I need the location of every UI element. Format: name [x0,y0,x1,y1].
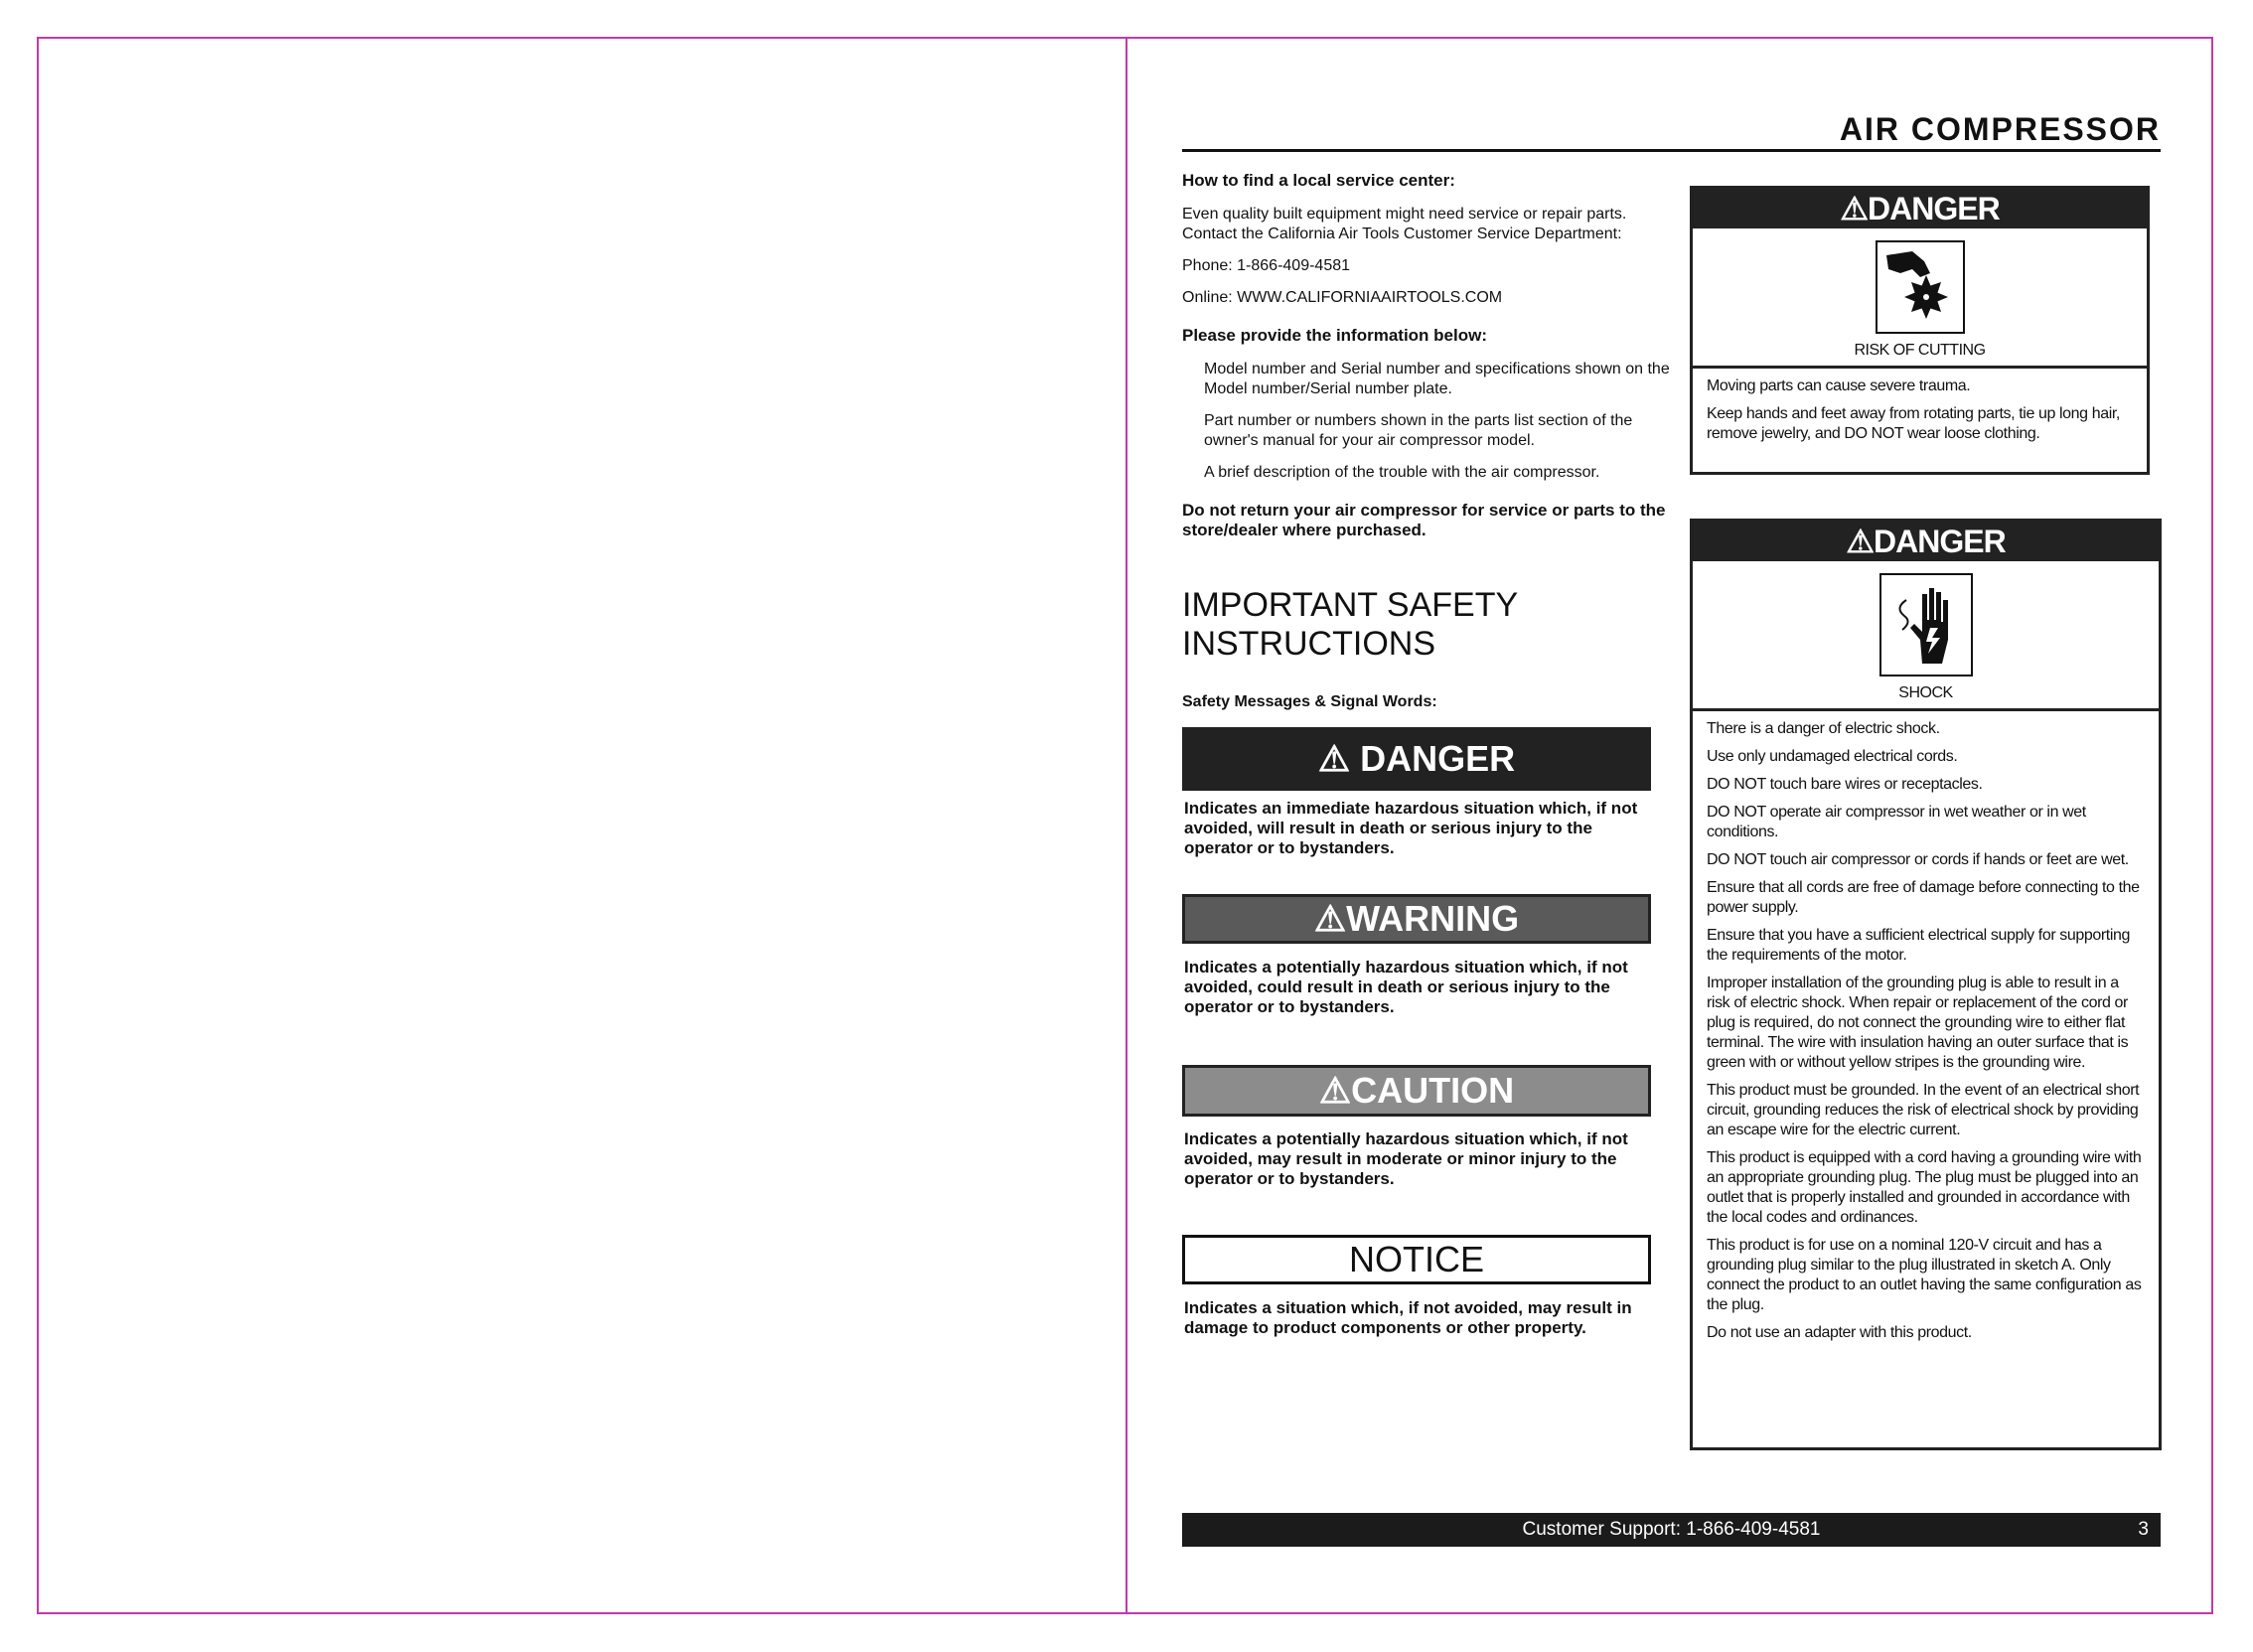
service-phone: Phone: 1-866-409-4581 [1182,257,1351,274]
cutting-line: Keep hands and feet away from rotating parts, tie up long hair, remove jewelry, and DO NOT wear loose clothing. [1707,405,2120,442]
shock-line: DO NOT operate air compressor in wet weather or in wet conditions. [1707,804,2086,840]
box-danger-header: ⚠DANGER [1693,189,2147,228]
provide-item: A brief description of the trouble with the air compressor. [1204,464,1600,481]
service-section [1182,171,1679,540]
warning-triangle-icon: ⚠ [1313,898,1347,939]
shock-line: Ensure that all cords are free of damage before connecting to the power supply. [1707,879,2140,916]
caution-description: Indicates a potentially hazardous situation which, if not avoided, may result in moderate or minor injury to the operator or to bystanders. [1184,1129,1628,1188]
safety-subtitle: Safety Messages & Signal Words: [1182,693,1437,710]
service-online: Online: WWW.CALIFORNIAAIRTOOLS.COM [1182,289,1503,306]
warning-description: Indicates a potentially hazardous situation which, if not avoided, could result in death or serious injury to the operator or to bystanders. [1184,958,1628,1016]
shock-line: Improper installation of the grounding plug is able to result in a risk of electric shock. When repair or replacement of the cord or plug is required, do not connect the grounding wire to either flat terminal. The wire with insulation having an outer surface that is green with or without yellow stripes is the grounding wire. [1707,975,2129,1071]
warning-triangle-icon: ⚠ [1317,738,1351,779]
header-rule [1182,149,2161,152]
hand-cutting-icon [1876,240,1965,334]
safety-title: IMPORTANT SAFETY INSTRUCTIONS [1182,586,1519,663]
cutting-line: Moving parts can cause severe trauma. [1707,377,1971,394]
provide-heading: Please provide the information below: [1182,326,1487,345]
provide-item: Part number or numbers shown in the parts list section of the owner's manual for your air compressor model. [1204,412,1633,449]
warning-triangle-icon: ⚠ [1840,191,1868,226]
hand-shock-icon [1879,573,1973,676]
shock-line: Use only undamaged electrical cords. [1707,748,1958,765]
shock-line: DO NOT touch air compressor or cords if hands or feet are wet. [1707,851,2129,868]
danger-box-cutting [1690,186,2150,475]
danger-box-shock [1690,519,2162,1450]
notice-signal-bar: NOTICE [1182,1235,1651,1284]
shock-caption: SHOCK [1898,684,1953,701]
shock-box-body [1693,708,2159,1359]
shock-line: Ensure that you have a sufficient electrical supply for supporting the requirements of the motor. [1707,927,2131,964]
manual-page [1182,99,2161,1550]
center-fold [1126,37,1127,1614]
box-danger-header: ⚠DANGER [1693,522,2159,561]
warning-signal-bar: ⚠WARNING [1182,894,1651,944]
service-heading: How to find a local service center: [1182,171,1455,190]
cutting-caption: RISK OF CUTTING [1854,342,1986,359]
notice-description: Indicates a situation which, if not avoided, may result in damage to product components or other property. [1184,1298,1632,1337]
caution-signal-bar: ⚠CAUTION [1182,1065,1651,1117]
shock-line: There is a danger of electric shock. [1707,720,1940,737]
shock-line: This product is equipped with a cord having a grounding wire with an appropriate grounding plug. The plug must be plugged into an outlet that is properly installed and grounded in accordance with the local codes and ordinances. [1707,1149,2142,1226]
shock-line: Do not use an adapter with this product. [1707,1324,1972,1341]
provide-item: Model number and Serial number and specifications shown on the Model number/Serial number plate. [1204,361,1670,397]
danger-signal-bar: ⚠ DANGER [1182,727,1651,791]
shock-line: This product must be grounded. In the event of an electrical short circuit, grounding reduces the risk of electrical shock by providing an escape wire for the electric current. [1707,1082,2140,1138]
page-header-title: AIR COMPRESSOR [1839,111,2161,147]
warning-triangle-icon: ⚠ [1318,1070,1352,1111]
service-intro: Even quality built equipment might need service or repair parts. Contact the California Air Tools Customer Service Department: [1182,206,1627,242]
cutting-box-body [1693,366,2147,460]
page-number: 3 [2138,1519,2149,1540]
warning-triangle-icon: ⚠ [1846,524,1874,559]
shock-line: This product is for use on a nominal 120-V circuit and has a grounding plug similar to the plug illustrated in sketch A. Only connect the product to an outlet having the same configuration as the plug. [1707,1237,2142,1313]
shock-line: DO NOT touch bare wires or receptacles. [1707,776,1983,793]
danger-description: Indicates an immediate hazardous situation which, if not avoided, will result in death or serious injury to the operator or to bystanders. [1184,799,1638,857]
no-return-note: Do not return your air compressor for service or parts to the store/dealer where purchased. [1182,501,1666,539]
footer-support-text: Customer Support: 1-866-409-4581 [1522,1519,1821,1540]
page-footer [1182,1513,2161,1547]
